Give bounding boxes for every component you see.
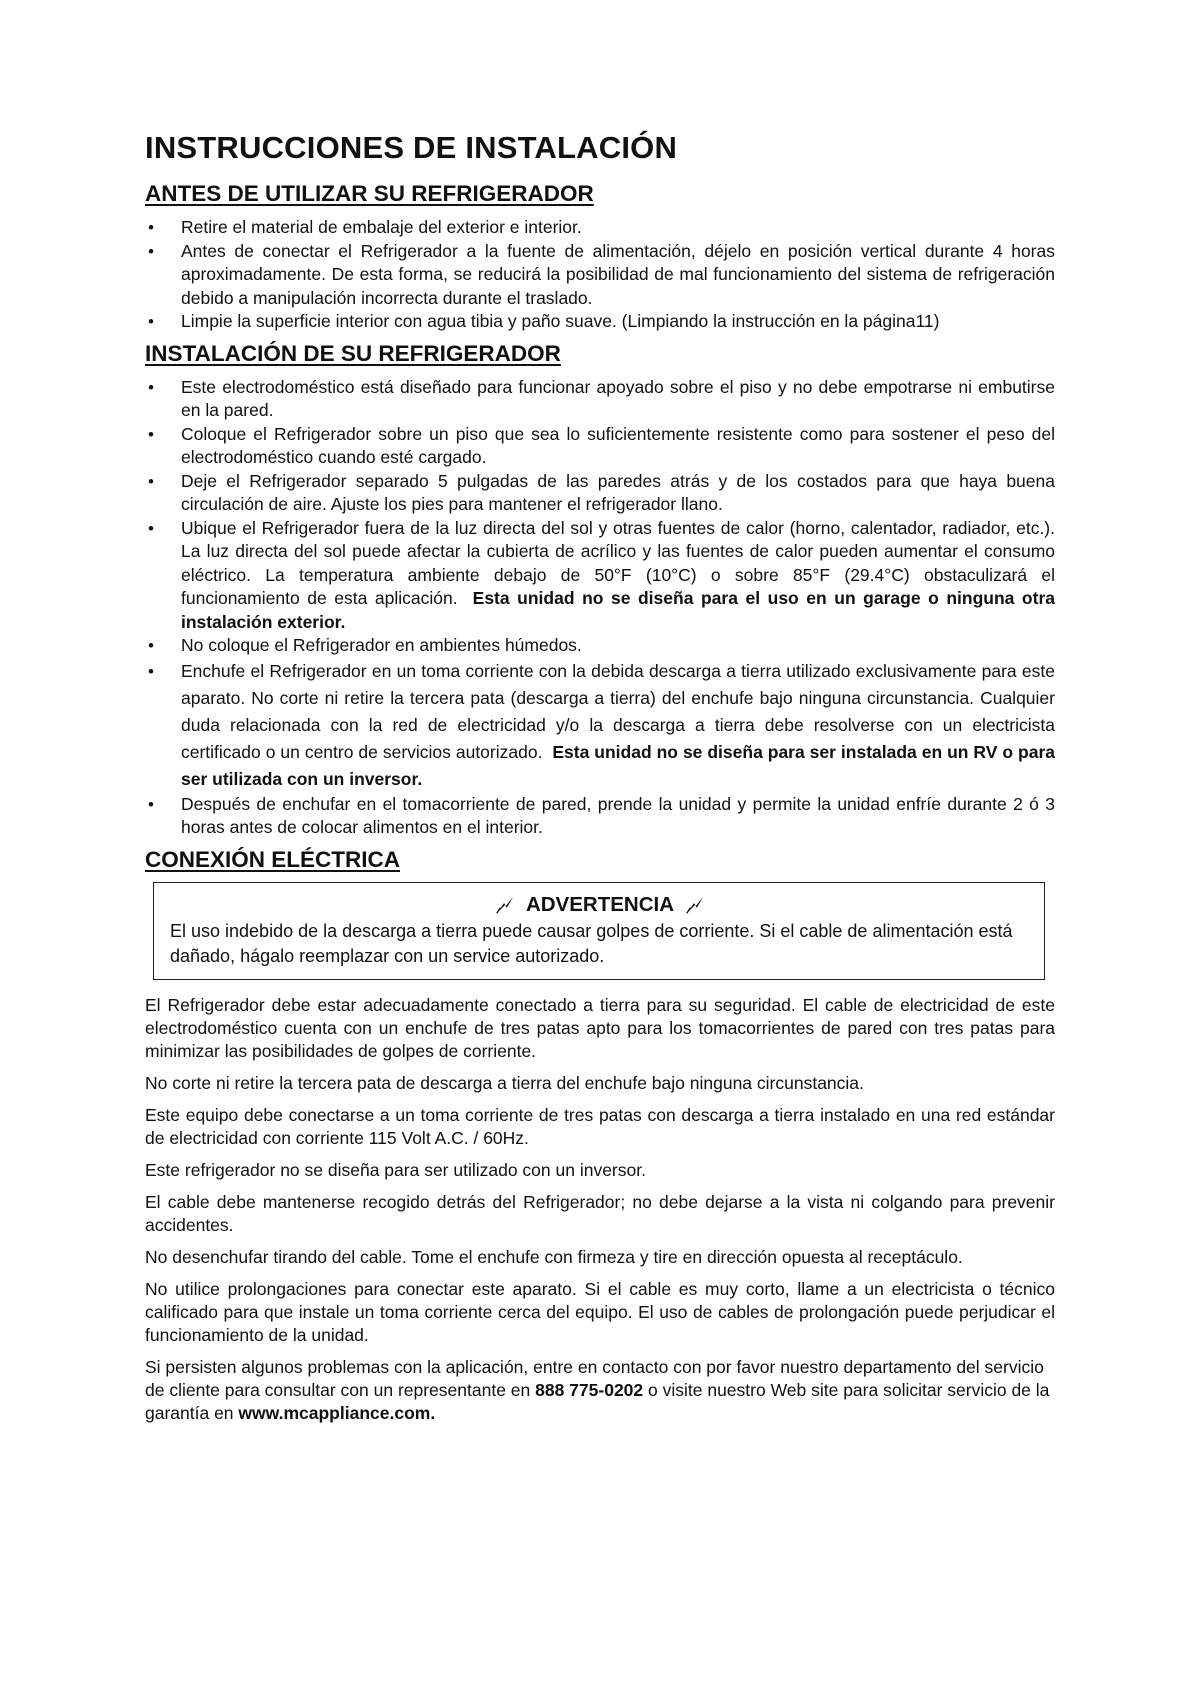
- website-link[interactable]: www.mcappliance.com.: [238, 1402, 436, 1423]
- list-item: • Coloque el Refrigerador sobre un piso que sea lo suficientemente resistente como para sostener el peso del electrodoméstico cuando esté cargado.: [148, 423, 1055, 467]
- contact-phone: 888 775-0202: [535, 1379, 644, 1400]
- before-use-list: [145, 216, 1055, 334]
- bullet-icon: •: [148, 471, 154, 491]
- list-item: • Deje el Refrigerador separado 5 pulgadas de las paredes atrás y de los costados para que haya buena circulación de aire. Ajuste los pies para mantener el refrigerador llano.: [148, 470, 1055, 514]
- list-item: • No coloque el Refrigerador en ambientes húmedos.: [145, 634, 1055, 658]
- paragraph: Este equipo debe conectarse a un toma corriente de tres patas con descarga a tierra instalado en una red estándar de electricidad con corriente 115 Volt A.C. / 60Hz.: [145, 1104, 1055, 1148]
- bullet-icon: •: [148, 661, 154, 681]
- lightning-icon: [494, 894, 516, 916]
- warning-box: [153, 882, 1045, 980]
- paragraph: No corte ni retire la tercera pata de descarga a tierra del enchufe bajo ninguna circunstancia.: [145, 1072, 864, 1093]
- paragraph: El cable debe mantenerse recogido detrás del Refrigerador; no debe dejarse a la vista ni colgando para prevenir accidentes.: [145, 1191, 1055, 1235]
- section-heading-before-use: ANTES DE UTILIZAR SU REFRIGERADOR: [145, 181, 594, 206]
- bullet-icon: •: [148, 636, 154, 655]
- bullet-icon: •: [148, 312, 154, 331]
- bullet-icon: •: [148, 241, 154, 261]
- paragraph: Este refrigerador no se diseña para ser utilizado con un inversor.: [145, 1159, 646, 1180]
- bullet-icon: •: [148, 218, 154, 237]
- bold-notice: Esta unidad no se diseña para ser instalada en un RV o para ser utilizada con un inversor.: [181, 741, 1055, 789]
- bullet-icon: •: [148, 424, 154, 444]
- list-item: • Enchufe el Refrigerador en un toma corriente con la debida descarga a tierra utilizado exclusivamente para este aparato. No corte ni retire la tercera pata (descarga a tierra) del enchufe bajo ninguna circunstancia. Cualquier duda relacionada con la red de electricidad y/o la descarga a tierra debe resolverse con un electricista certificado o un centro de servicios autorizado. Esta unidad no se diseña para ser instalada en un RV o para ser utilizada con un inversor.: [145, 658, 1055, 793]
- bullet-icon: •: [148, 518, 154, 538]
- paragraph: No desenchufar tirando del cable. Tome el enchufe con firmeza y tire en dirección opuesta al receptáculo.: [145, 1246, 963, 1267]
- list-item: • Ubique el Refrigerador fuera de la luz directa del sol y otras fuentes de calor (horno, calentador, radiador, etc.). La luz directa del sol puede afectar la cubierta de acrílico y las fuentes de calor pueden aumentar el consumo eléctrico. La temperatura ambiente debajo de 50°F (10°C) o sobre 85°F (29.4°C) obstaculizará el funcionamiento de esta aplicación. Esta unidad no se diseña para el uso en un garage o ninguna otra instalación exterior.: [148, 517, 1055, 632]
- section-heading-electrical: CONEXIÓN ELÉCTRICA: [145, 846, 401, 872]
- list-item: • Este electrodoméstico está diseñado para funcionar apoyado sobre el piso y no debe empotrarse ni embutirse en la pared.: [148, 376, 1055, 420]
- warning-text: El uso indebido de la descarga a tierra puede causar golpes de corriente. Si el cable de alimentación está dañado, hágalo reemplazar con un service autorizado.: [170, 920, 1013, 966]
- page-title: INSTRUCCIONES DE INSTALACIÓN: [145, 130, 678, 165]
- list-item: • Después de enchufar en el tomacorriente de pared, prende la unidad y permite la unidad enfríe durante 2 ó 3 horas antes de colocar alimentos en el interior.: [148, 793, 1055, 837]
- list-item: • Limpie la superficie interior con agua tibia y paño suave. (Limpiando la instrucción en la página11): [145, 310, 1055, 334]
- bold-notice: Esta unidad no se diseña para el uso en un garage o ninguna otra instalación exterior.: [181, 588, 1055, 632]
- paragraph: No utilice prolongaciones para conectar este aparato. Si el cable es muy corto, llame a un electricista o técnico calificado para que instale un toma corriente cerca del equipo. El uso de cables de prolongación puede perjudicar el funcionamiento de la unidad.: [145, 1278, 1055, 1345]
- bullet-icon: •: [148, 794, 154, 814]
- warning-title: ADVERTENCIA: [170, 891, 1030, 919]
- installation-list: [145, 376, 1055, 840]
- section-heading-installation: INSTALACIÓN DE SU REFRIGERADOR: [145, 340, 561, 366]
- lightning-icon: [684, 894, 706, 916]
- list-item: • Antes de conectar el Refrigerador a la fuente de alimentación, déjelo en posición vertical durante 4 horas aproximadamente. De esta forma, se reducirá la posibilidad de mal funcionamiento del sistema de refrigeración debido a manipulación incorrecta durante el traslado.: [148, 240, 1055, 308]
- bullet-icon: •: [148, 377, 154, 397]
- contact-paragraph: Si persisten algunos problemas con la aplicación, entre en contacto con por favor nuestro departamento del servicio de cliente para consultar con un representante en 888 775-0202 o visite nuestro Web site para solicitar servicio de la garantía en www.mcappliance.com.: [145, 1356, 1050, 1423]
- paragraph: El Refrigerador debe estar adecuadamente conectado a tierra para su seguridad. El cable de electricidad de este electrodoméstico cuenta con un enchufe de tres patas apto para los tomacorrientes de pared con tres patas para minimizar las posibilidades de golpes de corriente.: [145, 994, 1055, 1061]
- list-item: • Retire el material de embalaje del exterior e interior.: [145, 216, 1055, 240]
- page-content: [145, 128, 1055, 1434]
